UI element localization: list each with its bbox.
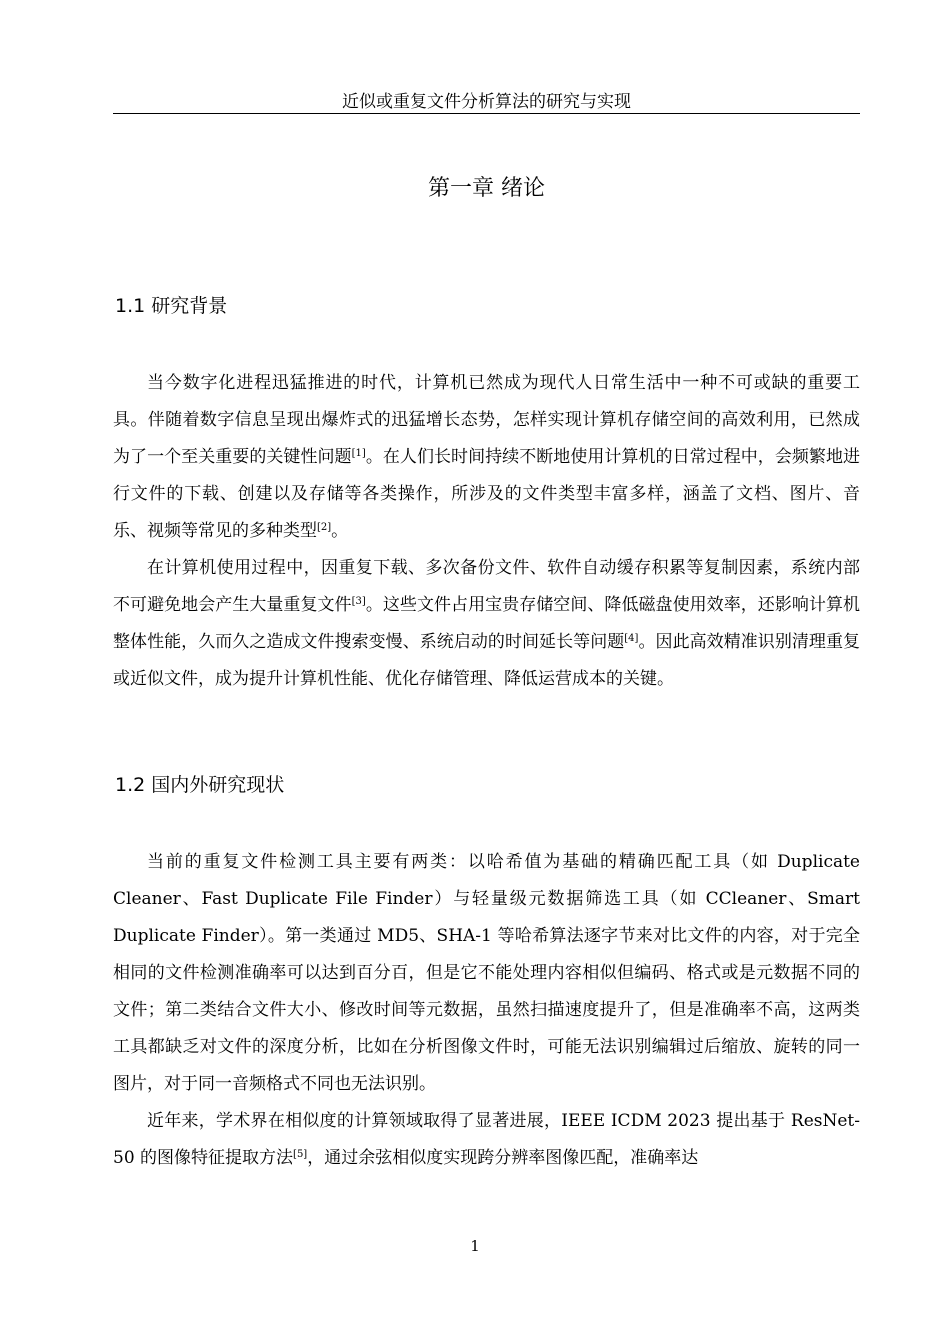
- citation-ref[interactable]: [5]: [293, 1149, 308, 1160]
- section-body-1-1: [113, 365, 860, 698]
- citation-ref[interactable]: [4]: [624, 633, 639, 644]
- citation-ref[interactable]: [1]: [351, 448, 366, 459]
- page-number: 1: [470, 1237, 480, 1255]
- running-header: 近似或重复文件分析算法的研究与实现: [342, 92, 631, 112]
- paragraph: [113, 550, 860, 698]
- text-run: 。这些文件占用宝贵存储空间、降低磁盘使用效率，还影响计算机整体性能，久而久之造成文件搜索变慢、系统启动的时间延长等问题: [113, 595, 861, 652]
- text-run: 。因此高效精准识别清理重复或近似文件，成为提升计算机性能、优化存储管理、降低运营成本的关键。: [113, 632, 861, 689]
- citation-ref[interactable]: [3]: [351, 596, 366, 607]
- text-run: 近年来，学术界在相似度的计算领域取得了显著进展，IEEE ICDM 2023 提出基于 ResNet-50 的图像特征提取方法: [113, 1111, 860, 1168]
- text-run: 。: [331, 521, 349, 541]
- paragraph: [113, 1103, 860, 1177]
- header-rule: [113, 113, 860, 114]
- chapter-title: 第一章 绪论: [428, 176, 545, 201]
- text-run: 。在人们长时间持续不断地使用计算机的日常过程中，会频繁地进行文件的下载、创建以及存储等各类操作，所涉及的文件类型丰富多样，涵盖了文档、图片、音乐、视频等常见的多种类型: [113, 447, 861, 541]
- paragraph: [113, 844, 860, 1103]
- text-run: 当前的重复文件检测工具主要有两类：以哈希值为基础的精确匹配工具（如 Duplicate Cleaner、Fast Duplicate File Finder）与轻量级元数据筛选工具（如 CCleaner、Smart Duplicate Finder）。第一类通过 MD5、SHA-1 等哈希算法逐字节来对比文件的内容，对于完全相同的文件检测准确率可以达到百分百，但是它不能处理内容相似但编码、格式或是元数据不同的文件；第二类结合文件大小、修改时间等元数据，虽然扫描速度提升了，但是准确率不高，这两类工具都缺乏对文件的深度分析，比如在分析图像文件时，可能无法识别编辑过后缩放、旋转的同一图片，对于同一音频格式不同也无法识别。: [113, 852, 860, 1094]
- text-run: 当今数字化进程迅猛推进的时代，计算机已然成为现代人日常生活中一种不可或缺的重要工具。伴随着数字信息呈现出爆炸式的迅猛增长态势，怎样实现计算机存储空间的高效利用，已然成为了一个至关重要的关键性问题: [113, 373, 860, 467]
- text-run: ，通过余弦相似度实现跨分辨率图像匹配，准确率达: [307, 1148, 699, 1168]
- section-heading-1-1: 1.1 研究背景: [115, 295, 228, 317]
- citation-ref[interactable]: [2]: [317, 522, 332, 533]
- text-run: 在计算机使用过程中，因重复下载、多次备份文件、软件自动缓存积累等复制因素，系统内部不可避免地会产生大量重复文件: [113, 558, 860, 615]
- section-body-1-2: [113, 844, 860, 1177]
- paragraph: [113, 365, 860, 550]
- section-heading-1-2: 1.2 国内外研究现状: [115, 774, 285, 796]
